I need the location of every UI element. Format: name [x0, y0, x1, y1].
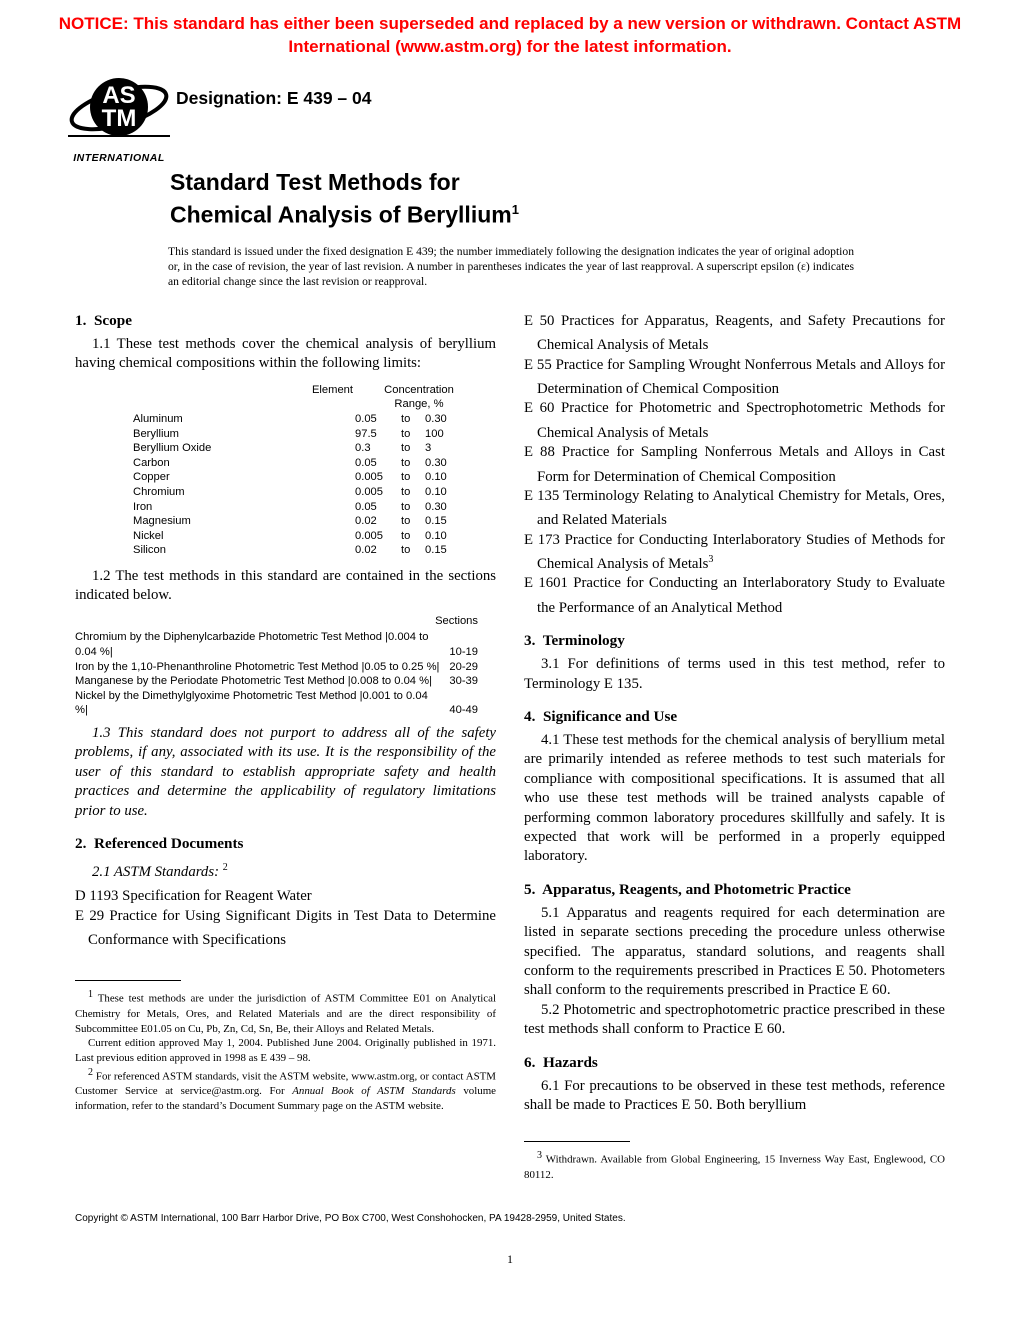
table-row: Manganese by the Periodate Photometric Test Method |0.008 to 0.04 %| 30-39	[75, 675, 478, 688]
title-line-2: Chemical Analysis of Beryllium$^1$	[170, 201, 519, 228]
paragraph-5-2: 5.2 Photometric and spectrophotometric practice prescribed in these test methods shall conform to Practice E 60.	[524, 1001, 945, 1038]
table-row: Carbon 0.05 to 0.30	[133, 456, 447, 469]
footnotes-block	[75, 980, 496, 1114]
reference-item: E 173 Practice for Conducting Interlaboratory Studies of Methods for Chemical Analysis of Metals$^3$	[524, 531, 945, 572]
logo-subtitle: INTERNATIONAL	[73, 152, 165, 164]
reference-item: E 88 Practice for Sampling Nonferrous Metals and Alloys in Cast Form for Determination of Chemical Composition	[524, 444, 945, 485]
reference-item: E 50 Practices for Apparatus, Reagents, and Safety Precautions for Chemical Analysis of Metals	[524, 313, 945, 354]
issued-note: This standard is issued under the fixed designation E 439; the number immediately following the designation indicates the year of original adoption or, in the case of revision, the year of last revision. A number in parentheses indicates the year of last reapproval. A superscript epsilon (ε) indicates an editorial change since the last revision or reapproval.	[168, 245, 854, 288]
paragraph-3-1: 3.1 For definitions of terms used in this test method, refer to Terminology E 135.	[524, 656, 945, 692]
withdrawal-notice: NOTICE: This standard has either been superseded and replaced by a new version or withdrawn. Contact ASTM International (www.astm.org) for the latest information.	[58, 14, 962, 56]
footnote-rule	[75, 980, 181, 981]
table-row: Magnesium 0.02 to 0.15	[133, 515, 447, 528]
table-row: Beryllium Oxide 0.3 to 3	[133, 442, 432, 455]
range-column-header: Concentration Range, %	[384, 383, 454, 411]
page-number: 1	[507, 1252, 513, 1266]
footnote-marker: 2	[88, 1066, 93, 1078]
table-row: Chromium 0.005 to 0.10	[133, 485, 447, 498]
scope-heading: 1. Scope	[75, 312, 132, 329]
terminology-heading: 3. Terminology	[524, 632, 625, 650]
astm-globe-icon	[68, 74, 170, 146]
reference-item: E 29 Practice for Using Significant Digits in Test Data to Determine Conformance with Specifications	[75, 907, 496, 948]
left-column	[75, 312, 496, 1183]
sections-column-header: Sections	[435, 614, 478, 627]
apparatus-heading: 5. Apparatus, Reagents, and Photometric Practice	[524, 880, 851, 898]
paragraph-2-1: 2.1 ASTM Standards: $^2$	[92, 861, 228, 880]
table-row: Copper 0.005 to 0.10	[133, 471, 447, 484]
footnote-1: $^1$ These test methods are under the jurisdiction of ASTM Committee E01 on Analytical Chemistry for Metals, Ores, and Related Materials and are the direct responsibility of Subcommittee E01.05 on Cu, Pb, Zn, Cd, Sn, Be, their Alloys and Related Metals.	[75, 989, 496, 1035]
footnote-edition: Current edition approved May 1, 2004. Published June 2004. Originally published in 1971. Last previous edition approved in 1998 as E 439 – 98.	[75, 1037, 496, 1065]
footnote-marker: 2	[222, 861, 228, 873]
element-column-header: Element	[311, 383, 353, 396]
table-row: Nickel by the Dimethylglyoxime Photometric Test Method |0.001 to 0.04 %| 40-49	[75, 689, 478, 717]
logo-letters-top: AS	[102, 82, 136, 109]
footnote-marker: 3	[708, 554, 714, 566]
element-concentration-table	[75, 383, 496, 558]
table-row: Nickel 0.005 to 0.10	[133, 529, 447, 542]
title-line-1: Standard Test Methods for	[170, 169, 460, 195]
table-row: Aluminum 0.05 to 0.30	[133, 413, 447, 425]
reference-item: E 60 Practice for Photometric and Spectrophotometric Methods for Chemical Analysis of Metals	[524, 400, 945, 441]
paragraph-1-1: 1.1 These test methods cover the chemical analysis of beryllium having chemical compositions within the following limits:	[75, 336, 496, 372]
table-row: Iron by the 1,10-Phenanthroline Photometric Test Method |0.05 to 0.25 %| 20-29	[75, 660, 478, 673]
paragraph-4-1: 4.1 These test methods for the chemical analysis of beryllium metal are primarily intended as referee methods to test such materials for compliance with compositional specifications. It is assumed that all who use these test methods will be trained analysts capable of performing common laboratory procedures skillfully and safely. It is expected that work will be performed in a properly equipped laboratory.	[524, 731, 945, 865]
reference-item: E 135 Terminology Relating to Analytical Chemistry for Metals, Ores, and Related Materials	[524, 487, 945, 529]
footnote-3: $^3$ Withdrawn. Available from Global Engineering, 15 Inverness Way East, Englewood, CO 80112.	[524, 1150, 945, 1181]
paragraph-6-1: 6.1 For precautions to be observed in these test methods, reference shall be made to Practices E 50. Both beryllium	[524, 1077, 945, 1114]
designation: Designation: E 439 – 04	[176, 88, 372, 108]
reference-item: D 1193 Specification for Reagent Water	[75, 888, 312, 905]
reference-item: E 55 Practice for Sampling Wrought Nonferrous Metals and Alloys for Determination of Chemical Composition	[524, 356, 945, 398]
right-column	[524, 312, 945, 1183]
reference-item: E 1601 Practice for Conducting an Interlaboratory Study to Evaluate the Performance of an Analytical Method	[524, 575, 945, 616]
referenced-documents-heading: 2. Referenced Documents	[75, 834, 244, 852]
title-footnote-marker: 1	[511, 202, 519, 217]
table-row: Iron 0.05 to 0.30	[133, 500, 447, 513]
table-row: Beryllium 97.5 to 100	[133, 427, 444, 440]
footnote-marker: 3	[537, 1150, 542, 1162]
footnotes-block	[524, 1141, 945, 1182]
table-row: Chromium by the Diphenylcarbazide Photometric Test Method |0.004 to 0.04 %| 10-19	[75, 631, 478, 658]
paragraph-1-3: 1.3 This standard does not purport to address all of the safety problems, if any, associated with its use. It is the responsibility of the user of this standard to establish appropriate safety and health practices and determine the applicability of regulatory limitations prior to use.	[75, 724, 496, 819]
paragraph-5-1: 5.1 Apparatus and reagents required for each determination are listed in separate sections preceding the procedure unless otherwise specified. The apparatus, standard solutions, and reagents shall conform to the requirements prescribed in Practices E 50. Photometers shall conform to the requirements prescribed in Practice E 60.	[524, 904, 945, 999]
two-column-body	[75, 312, 945, 1183]
astm-logo	[68, 74, 170, 164]
copyright-line: Copyright © ASTM International, 100 Barr Harbor Drive, PO Box C700, West Conshohocken, PA 19428-2959, United States.	[75, 1213, 626, 1224]
logo-letters-bottom: TM	[101, 105, 137, 132]
footnote-rule	[524, 1141, 630, 1142]
document-title	[170, 168, 519, 229]
footnote-marker: 1	[88, 989, 93, 1001]
footnote-2: $^2$ For referenced ASTM standards, visit the ASTM website, www.astm.org, or contact ASTM Customer Service at service@astm.org. For Annual Book of ASTM Standards volume information, refer to the standard’s Document Summary page on the ASTM website.	[75, 1066, 497, 1113]
table-header	[75, 383, 496, 412]
paragraph-1-2: 1.2 The test methods in this standard are contained in the sections indicated below.	[75, 567, 496, 604]
hazards-heading: 6. Hazards	[524, 1053, 598, 1071]
significance-heading: 4. Significance and Use	[524, 707, 678, 725]
sections-table	[75, 614, 496, 718]
table-row: Silicon 0.02 to 0.15	[133, 544, 447, 557]
